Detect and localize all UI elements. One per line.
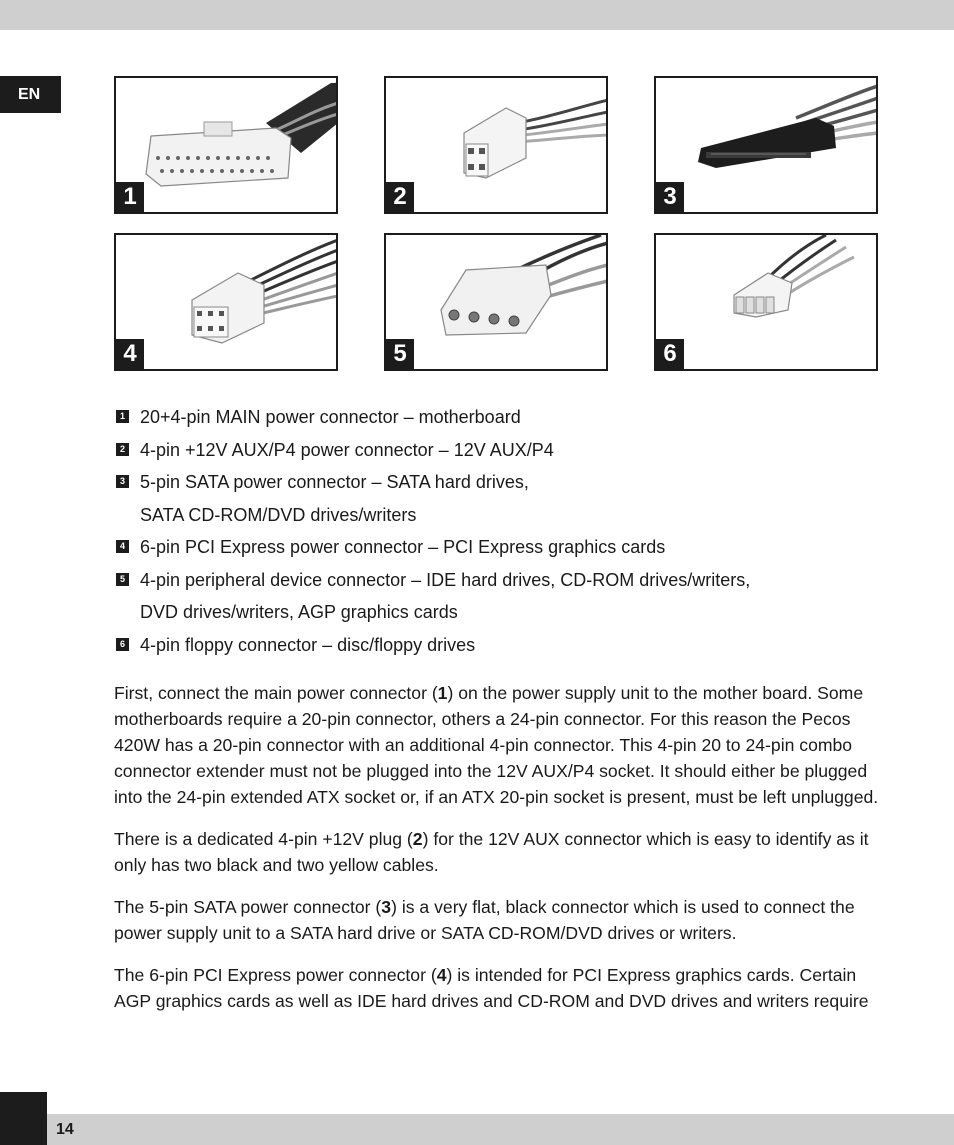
- figure-reference: 2: [412, 829, 423, 849]
- figure-reference: 4: [436, 965, 447, 985]
- footer-bar: [47, 1114, 954, 1145]
- legend-item: [116, 401, 876, 434]
- figure-reference: 1: [437, 683, 448, 703]
- sata-power-connector-icon: [656, 78, 876, 212]
- legend-item: [116, 564, 876, 629]
- legend-item: [116, 434, 876, 467]
- paragraph: [114, 894, 884, 946]
- legend-text: 5-pin SATA power connector – SATA hard drives,: [140, 472, 529, 492]
- header-bar: [0, 0, 954, 30]
- figure-5: [384, 233, 608, 371]
- figure-number: 3: [656, 182, 684, 212]
- paragraph-text: ) is intended for PCI Express graphics cards. Certain AGP graphics cards as well as IDE hard drives and CD-ROM and DVD drives and writers require: [114, 965, 869, 1011]
- paragraph: [114, 826, 884, 878]
- legend-item: [116, 531, 876, 564]
- legend-badge: 2: [116, 443, 129, 456]
- paragraph-text: First, connect the main power connector (: [114, 683, 438, 703]
- legend-text: 4-pin peripheral device connector – IDE hard drives, CD-ROM drives/writers,: [140, 569, 751, 590]
- legend-badge: 3: [116, 475, 129, 488]
- paragraph: [114, 680, 884, 810]
- paragraph-text: The 6-pin PCI Express power connector (: [114, 965, 437, 985]
- paragraph-text: ) for the 12V AUX connector which is easy to identify as it only has two black and two yellow cables.: [114, 829, 869, 875]
- legend-badge: 1: [116, 410, 129, 423]
- paragraph-text: The 5-pin SATA power connector (: [114, 897, 382, 917]
- page-number: 14: [56, 1121, 74, 1138]
- figure-number: 5: [386, 339, 414, 369]
- legend-badge: 6: [116, 638, 129, 651]
- connector-legend: [116, 401, 876, 661]
- floppy-4pin-connector-icon: [656, 235, 876, 369]
- figure-number: 6: [656, 339, 684, 369]
- figure-6: [654, 233, 878, 371]
- figure-4: [114, 233, 338, 371]
- legend-badge: 5: [116, 573, 129, 586]
- paragraph-text: ) on the power supply unit to the mother board. Some motherboards require a 20-pin connector, others a 24-pin connector. For this reason the Pecos 420W has a 20-pin connector with an additional 4-pin connector. This 4-pin 20 to 24-pin combo connector extender must not be plugged into the 12V AUX/P4 socket. It should either be plugged into the 24-pin extended ATX socket or, if an ATX 20-pin socket is present, must be left unplugged.: [114, 683, 879, 807]
- figure-number: 1: [116, 182, 144, 212]
- legend-text-continued: SATA CD-ROM/DVD drives/writers: [140, 504, 417, 525]
- legend-text: 20+4-pin MAIN power connector – motherboard: [140, 407, 521, 427]
- legend-item: [116, 466, 876, 531]
- legend-text: 4-pin +12V AUX/P4 power connector – 12V AUX/P4: [140, 439, 554, 460]
- legend-item: [116, 629, 876, 662]
- paragraph-text: ) is a very flat, black connector which is used to connect the power supply unit to a SATA hard drive or SATA CD-ROM/DVD drives or writers.: [114, 897, 855, 943]
- instructions-body: [114, 680, 884, 1030]
- legend-badge: 4: [116, 540, 129, 553]
- legend-text-continued: DVD drives/writers, AGP graphics cards: [140, 602, 458, 622]
- paragraph-text: There is a dedicated 4-pin +12V plug (: [114, 829, 413, 849]
- figure-2: [384, 76, 608, 214]
- figure-3: [654, 76, 878, 214]
- footer-block: [0, 1092, 47, 1145]
- pcie-6pin-connector-icon: [116, 235, 336, 369]
- figure-reference: 3: [381, 897, 392, 917]
- language-tab: EN: [0, 76, 61, 113]
- legend-text: 4-pin floppy connector – disc/floppy drives: [140, 634, 476, 655]
- figure-1: [114, 76, 338, 214]
- figure-number: 2: [386, 182, 414, 212]
- legend-text: 6-pin PCI Express power connector – PCI Express graphics cards: [140, 537, 666, 557]
- p4-4pin-connector-icon: [386, 78, 606, 212]
- atx-24pin-connector-icon: [116, 78, 336, 212]
- molex-4pin-connector-icon: [386, 235, 606, 369]
- paragraph: [114, 962, 884, 1014]
- figure-number: 4: [116, 339, 144, 369]
